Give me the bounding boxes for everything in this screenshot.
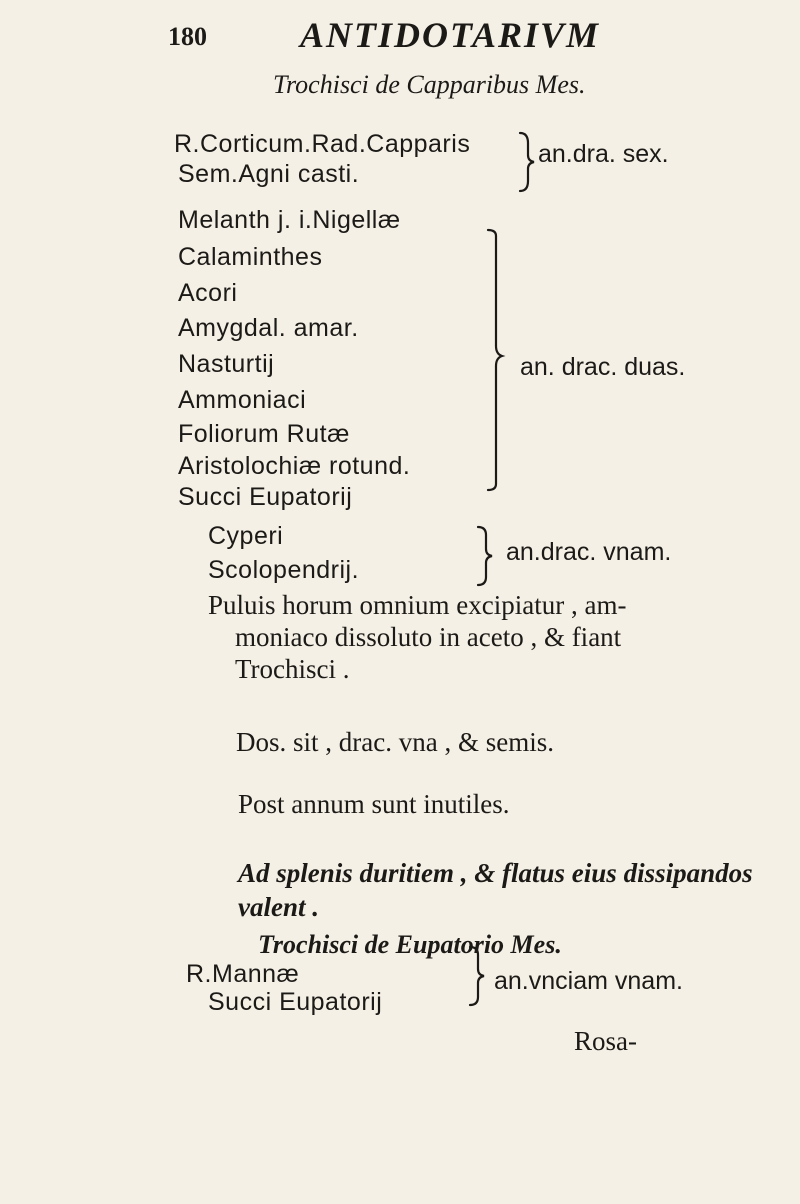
- ingredient-line: Aristolochiæ rotund.: [178, 452, 411, 480]
- ingredient-line: R.Mannæ: [186, 960, 300, 988]
- ingredient-line: Sem.Agni casti.: [178, 160, 360, 188]
- brace-mark: [520, 133, 534, 191]
- ingredient-line: Calaminthes: [178, 243, 323, 271]
- ingredient-line: Melanth j. i.Nigellæ: [178, 206, 401, 234]
- ingredient-line: Foliorum Rutæ: [178, 420, 350, 448]
- dose-label: an.vnciam vnam.: [494, 967, 683, 995]
- usage-line: valent .: [238, 892, 319, 922]
- ingredient-line: Succi Eupatorij: [178, 483, 353, 511]
- dose-label: an.drac. vnam.: [506, 538, 672, 566]
- ingredient-line: Amygdal. amar.: [178, 314, 359, 342]
- brace-mark: [488, 230, 502, 490]
- ingredient-line: R.Corticum.Rad.Capparis: [174, 130, 471, 158]
- usage-line: Ad splenis duritiem , & flatus eius dissipandos: [238, 858, 753, 888]
- expiry-note: Post annum sunt inutiles.: [238, 789, 510, 819]
- ingredient-line: Acori: [178, 279, 238, 307]
- instruction-line: Puluis horum omnium excipiatur , am-: [208, 590, 627, 620]
- ingredient-line: Ammoniaci: [178, 386, 307, 414]
- dose-label: an. drac. duas.: [520, 353, 686, 381]
- instruction-line: Trochisci .: [235, 654, 350, 684]
- dose-label: an.dra. sex.: [538, 140, 669, 168]
- dose-note: Dos. sit , drac. vna , & semis.: [236, 727, 554, 757]
- ingredient-line: Nasturtij: [178, 350, 275, 378]
- ingredient-line: Scolopendrij.: [208, 556, 360, 584]
- brace-mark: [478, 527, 492, 585]
- ingredient-line: Cyperi: [208, 522, 284, 550]
- instruction-line: moniaco dissoluto in aceto , & fiant: [235, 622, 622, 652]
- section-title: Trochisci de Capparibus Mes.: [273, 70, 586, 99]
- recipe-title: Trochisci de Eupatorio Mes.: [258, 930, 562, 959]
- ingredient-line: Succi Eupatorij: [208, 988, 383, 1016]
- running-title: ANTIDOTARIVM: [300, 15, 601, 55]
- page-number: 180: [168, 22, 207, 51]
- catchword: Rosa-: [574, 1026, 637, 1056]
